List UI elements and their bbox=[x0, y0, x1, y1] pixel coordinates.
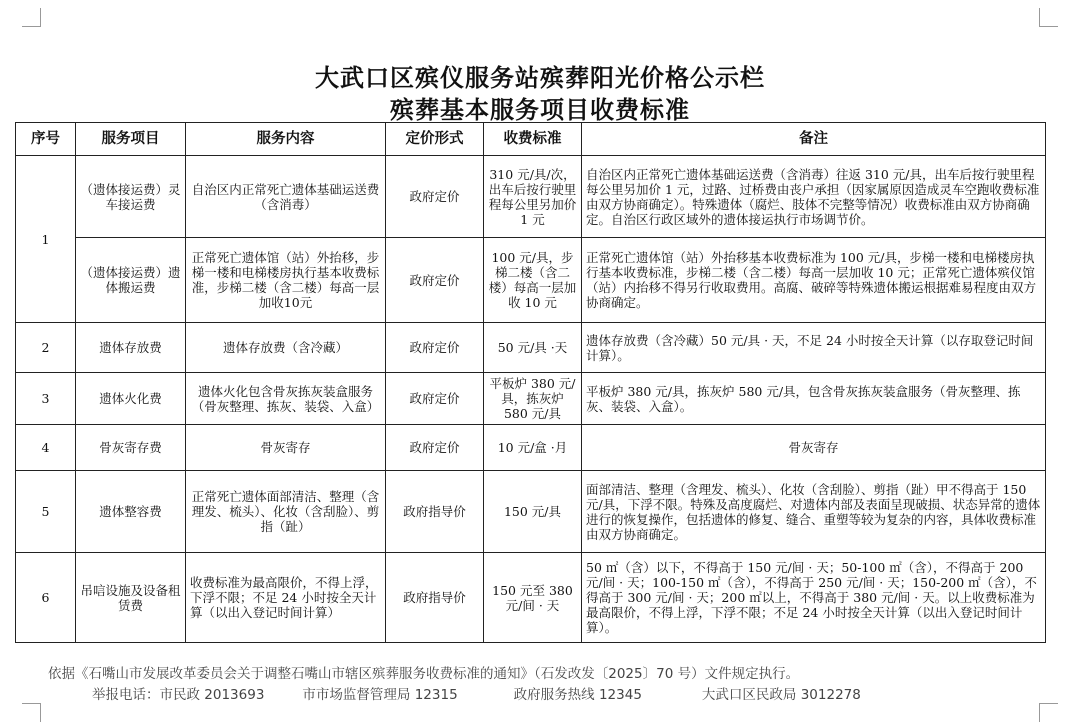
contact-service-hotline: 政府服务热线 12345 bbox=[513, 687, 642, 703]
row-content: 骨灰寄存 bbox=[186, 425, 386, 471]
row-item: 骨灰寄存费 bbox=[76, 425, 186, 471]
crop-mark-top-right bbox=[1039, 8, 1058, 27]
row-standard: 50 元/具 ·天 bbox=[484, 323, 582, 373]
footer-basis: 依据《石嘴山市发展改革委员会关于调整石嘴山市辖区殡葬服务收费标准的通知》（石发改发〔2025〕70 号）文件规定执行。 bbox=[48, 666, 800, 682]
row-item: （遗体接运费）灵车接运费 bbox=[76, 156, 186, 238]
header-pricing: 定价形式 bbox=[386, 123, 484, 156]
table-row bbox=[16, 425, 1046, 471]
row-pricing: 政府定价 bbox=[386, 323, 484, 373]
row-no: 6 bbox=[16, 553, 76, 643]
row-no: 1 bbox=[16, 156, 76, 323]
row-no: 5 bbox=[16, 471, 76, 553]
row-standard: 平板炉 380 元/具，拣灰炉 580 元/具 bbox=[484, 373, 582, 425]
table-row bbox=[16, 553, 1046, 643]
report-label: 举报电话： bbox=[92, 687, 160, 703]
row-remark: 骨灰寄存 bbox=[582, 425, 1046, 471]
row-remark: 50 ㎡（含）以下，不得高于 150 元/间 · 天；50-100 ㎡（含），不得高于 200 元/间 · 天；100-150 ㎡（含），不得高于 250 元/间 · 天；150-200 ㎡（含），不得高于 300 元/间 · 天；200 ㎡以上，不得高于 380 元/间 · 天。以上收费标准为最高限价，不得上浮，下浮不限；不足 24 小时按全天计算（以出入登记时间计算）。 bbox=[582, 553, 1046, 643]
row-item: （遗体接运费）遗体搬运费 bbox=[76, 238, 186, 323]
header-remark: 备注 bbox=[582, 123, 1046, 156]
row-pricing: 政府定价 bbox=[386, 238, 484, 323]
header-standard: 收费标准 bbox=[484, 123, 582, 156]
row-standard: 10 元/盒 ·月 bbox=[484, 425, 582, 471]
table-row bbox=[16, 471, 1046, 553]
row-remark: 面部清洁、整理（含理发、梳头）、化妆（含刮脸）、剪指（趾）甲不得高于 150 元/具，下浮不限。特殊及高度腐烂、对遗体内部及表面呈现破损、状态异常的遗体进行的恢复操作，包括遗体的修复、缝合、重塑等较为复杂的内容，具体收费标准由双方协商确定。 bbox=[582, 471, 1046, 553]
row-item: 遗体整容费 bbox=[76, 471, 186, 553]
row-standard: 150 元至 380 元/间 · 天 bbox=[484, 553, 582, 643]
row-item: 遗体存放费 bbox=[76, 323, 186, 373]
row-standard: 100 元/具，步梯二楼（含二楼）每高一层加收 10 元 bbox=[484, 238, 582, 323]
header-content: 服务内容 bbox=[186, 123, 386, 156]
page-title: 大武口区殡仪服务站殡葬阳光价格公示栏 bbox=[315, 63, 765, 92]
row-remark: 平板炉 380 元/具，拣灰炉 580 元/具，包含骨灰拣灰装盒服务（骨灰整理、拣灰、装袋、入盒）。 bbox=[582, 373, 1046, 425]
table-row bbox=[16, 323, 1046, 373]
row-pricing: 政府指导价 bbox=[386, 553, 484, 643]
row-item: 遗体火化费 bbox=[76, 373, 186, 425]
row-content: 遗体火化包含骨灰拣灰装盒服务（骨灰整理、拣灰、装袋、入盒） bbox=[186, 373, 386, 425]
row-pricing: 政府定价 bbox=[386, 156, 484, 238]
row-item: 吊唁设施及设备租赁费 bbox=[76, 553, 186, 643]
table-row bbox=[16, 238, 1046, 323]
row-pricing: 政府指导价 bbox=[386, 471, 484, 553]
row-no: 4 bbox=[16, 425, 76, 471]
row-content: 正常死亡遗体馆（站）外抬移，步梯一楼和电梯楼房执行基本收费标准，步梯二楼（含二楼）每高一层加收10元 bbox=[186, 238, 386, 323]
row-remark: 自治区内正常死亡遗体基础运送费（含消毒）往返 310 元/具，出车后按行驶里程每公里另加价 1 元，过路、过桥费由丧户承担（因家属原因造成灵车空跑收费标准由双方协商确定）。特殊遗体（腐烂、肢体不完整等情况）收费标准由双方协商确定。自治区行政区域外的遗体接运执行市场调节价。 bbox=[582, 156, 1046, 238]
table-row bbox=[16, 156, 1046, 238]
table-header-row bbox=[16, 123, 1046, 156]
row-content: 自治区内正常死亡遗体基础运送费（含消毒） bbox=[186, 156, 386, 238]
header-item: 服务项目 bbox=[76, 123, 186, 156]
crop-mark-top-left bbox=[22, 8, 41, 27]
row-content: 遗体存放费（含冷藏） bbox=[186, 323, 386, 373]
header-no: 序号 bbox=[16, 123, 76, 156]
row-content: 收费标准为最高限价，不得上浮，下浮不限；不足 24 小时按全天计算（以出入登记时间计算） bbox=[186, 553, 386, 643]
crop-mark-bottom-right bbox=[1039, 703, 1058, 722]
contact-market-supervision: 市市场监督管理局 12315 bbox=[302, 687, 458, 703]
row-pricing: 政府定价 bbox=[386, 373, 484, 425]
crop-mark-bottom-left bbox=[22, 703, 41, 722]
row-content: 正常死亡遗体面部清洁、整理（含理发、梳头）、化妆（含刮脸）、剪指（趾） bbox=[186, 471, 386, 553]
row-no: 3 bbox=[16, 373, 76, 425]
row-standard: 150 元/具 bbox=[484, 471, 582, 553]
row-remark: 正常死亡遗体馆（站）外抬移基本收费标准为 100 元/具，步梯一楼和电梯楼房执行基本收费标准，步梯二楼（含二楼）每高一层加收 10 元；正常死亡遗体殡仪馆（站）内抬移不得另行收取费用。高腐、破碎等特殊遗体搬运根据难易程度由双方协商确定。 bbox=[582, 238, 1046, 323]
contact-civil-affairs: 市民政 2013693 bbox=[159, 687, 265, 703]
fee-table bbox=[15, 122, 1046, 643]
footer-contacts bbox=[92, 683, 1052, 703]
page-subtitle: 殡葬基本服务项目收费标准 bbox=[390, 95, 690, 124]
row-remark: 遗体存放费（含冷藏）50 元/具 · 天，不足 24 小时按全天计算（以存取登记时间计算）。 bbox=[582, 323, 1046, 373]
contact-district-civil-affairs: 大武口区民政局 3012278 bbox=[701, 687, 861, 703]
row-pricing: 政府定价 bbox=[386, 425, 484, 471]
row-standard: 310 元/具/次，出车后按行驶里程每公里另加价 1 元 bbox=[484, 156, 582, 238]
table-row bbox=[16, 373, 1046, 425]
row-no: 2 bbox=[16, 323, 76, 373]
